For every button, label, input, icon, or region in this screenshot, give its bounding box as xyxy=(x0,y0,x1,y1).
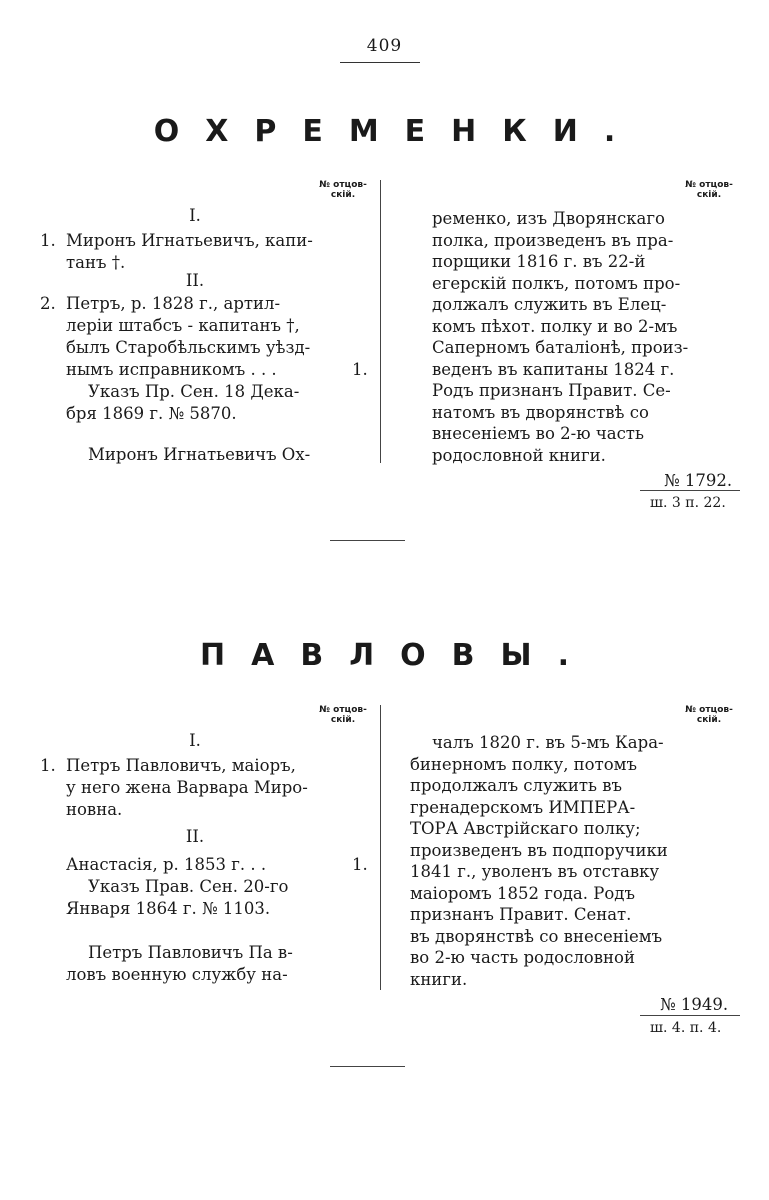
entry-number: 1. xyxy=(40,756,56,775)
entry-text: Анастасія, р. 1853 г. . . xyxy=(66,855,267,874)
bio-line: во 2-ю часть родословной xyxy=(410,948,635,967)
generation-2-label: II. xyxy=(185,271,205,290)
bio-line: Родъ признанъ Правит. Се- xyxy=(432,381,671,400)
bio-line: признанъ Правит. Сенат. xyxy=(410,905,632,924)
shelf-mark: ш. 4. п. 4. xyxy=(650,1020,722,1036)
generation-1-label: I. xyxy=(189,731,201,750)
entry-text: Петръ, р. 1828 г., артил- xyxy=(66,294,281,313)
decree-text: Указъ Пр. Сен. 18 Дека- xyxy=(88,382,300,401)
bio-line: должалъ служить въ Елец- xyxy=(432,295,667,314)
father-number: 1. xyxy=(352,855,368,874)
bio-line: ременко, изъ Дворянскаго xyxy=(432,209,665,228)
bio-line: чалъ 1820 г. въ 5-мъ Кара- xyxy=(432,733,664,752)
entry-number: 2. xyxy=(40,294,56,313)
bio-line: книги. xyxy=(410,969,468,989)
bio-line: гренадерскомъ ИМПЕРА- xyxy=(410,797,636,817)
page-number-rule xyxy=(340,62,420,63)
generation-1-label: I. xyxy=(189,206,201,225)
bio-line: егерскій полкъ, потомъ про- xyxy=(432,273,681,293)
bio-line: порщики 1816 г. въ 22-й xyxy=(432,252,646,271)
biography-continued xyxy=(410,732,692,990)
bio-line: бинерномъ полку, потомъ xyxy=(410,754,638,774)
entry-text: Миронъ Игнатьевичъ, капи- xyxy=(66,231,313,250)
bio-line: продолжалъ служить въ xyxy=(410,776,623,795)
record-rule xyxy=(640,490,740,491)
bio-line: 1841 г., уволенъ въ отставку xyxy=(410,862,660,881)
record-number: № 1792. xyxy=(664,471,733,490)
shelf-mark: ш. 3 п. 22. xyxy=(650,495,726,511)
bio-line: внесеніемъ во 2-ю часть xyxy=(432,424,644,443)
decree-text: Указъ Прав. Сен. 20-го xyxy=(88,877,289,896)
bio-line: произведенъ въ подпоручики xyxy=(410,840,668,860)
page-number: 409 xyxy=(366,36,403,56)
entry-text: былъ Старобѣльскимъ уѣзд- xyxy=(66,338,311,357)
col-header-left: № отцов- скій. xyxy=(319,180,367,200)
decree-text: бря 1869 г. № 5870. xyxy=(66,404,237,423)
section-divider xyxy=(330,540,405,541)
section-title-pavlovy: ПАВЛОВЫ. xyxy=(200,638,595,673)
section-title-okhremenki: ОХРЕМЕНКИ. xyxy=(153,114,642,149)
bio-line: маіоромъ 1852 года. Родъ xyxy=(410,883,635,903)
column-divider xyxy=(380,180,381,463)
bio-line: родословной книги. xyxy=(432,445,606,465)
biography-text: Петръ Павловичъ Па в- xyxy=(88,943,293,962)
col-header-left: № отцов- скій. xyxy=(319,705,367,725)
section-divider xyxy=(330,1066,405,1067)
record-number: № 1949. xyxy=(660,995,729,1014)
biography-text: Миронъ Игнатьевичъ Ох- xyxy=(88,445,311,464)
bio-line: веденъ въ капитаны 1824 г. xyxy=(432,359,675,379)
father-number: 1. xyxy=(352,360,368,379)
entry-text: нымъ исправникомъ . . . xyxy=(66,360,277,379)
decree-text: Января 1864 г. № 1103. xyxy=(66,899,271,918)
bio-line: въ дворянствѣ со внесеніемъ xyxy=(410,926,663,946)
entry-text: леріи штабсъ - капитанъ †, xyxy=(66,316,300,335)
col-header-right: № отцов- скій. xyxy=(685,705,733,725)
bio-line: полка, произведенъ въ пра- xyxy=(432,230,674,250)
bio-line: комъ пѣхот. полку и во 2-мъ xyxy=(432,316,678,336)
col-header-right: № отцов- скій. xyxy=(685,180,733,200)
column-divider xyxy=(380,705,381,990)
biography-continued xyxy=(432,208,694,466)
entry-text: у него жена Варвара Миро- xyxy=(66,778,308,797)
entry-text: танъ †. xyxy=(66,253,126,272)
bio-line: ТОРА Австрійскаго полку; xyxy=(410,819,641,838)
entry-number: 1. xyxy=(40,231,56,250)
record-rule xyxy=(640,1015,740,1016)
entry-text: новна. xyxy=(66,800,123,819)
bio-line: Саперномъ баталіонѣ, произ- xyxy=(432,338,689,357)
entry-text: Петръ Павловичъ, маіоръ, xyxy=(66,756,296,775)
generation-2-label: II. xyxy=(185,827,205,846)
bio-line: натомъ въ дворянствѣ со xyxy=(432,402,649,422)
biography-text: ловъ военную службу на- xyxy=(66,965,288,984)
